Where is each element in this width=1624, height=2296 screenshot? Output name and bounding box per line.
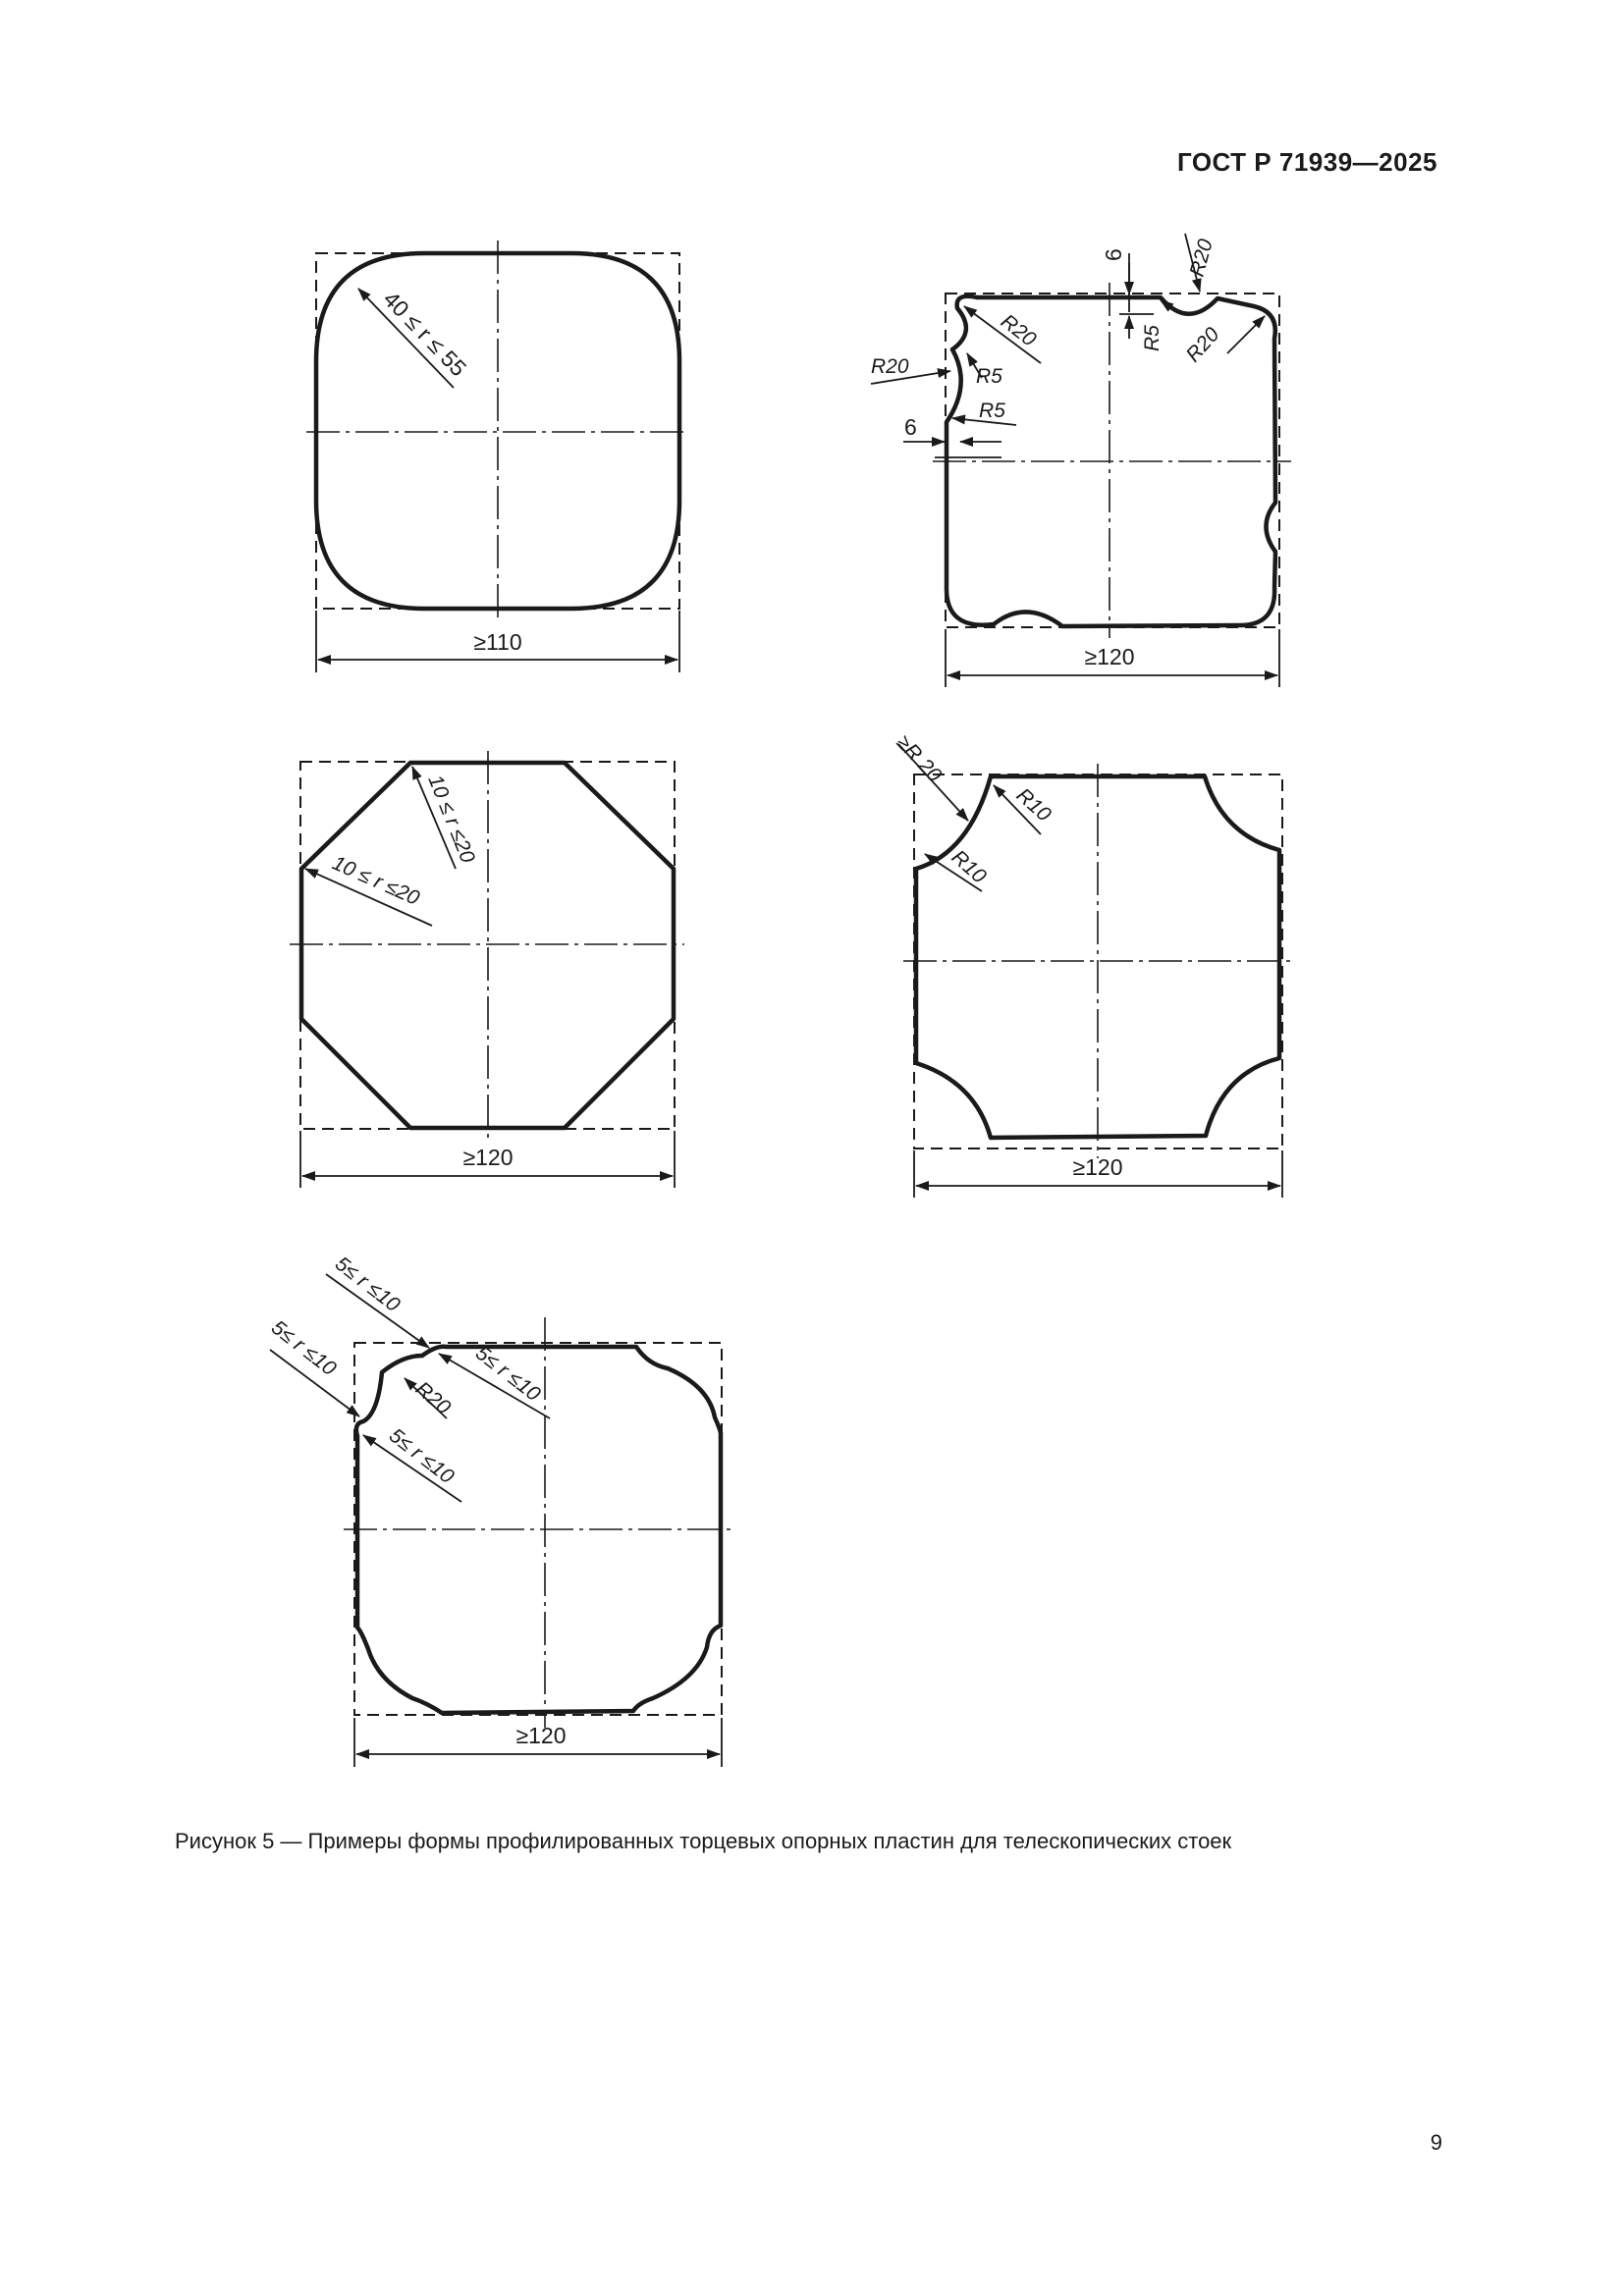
label-r20-left: R20 [871,355,909,378]
label-r20-min: ≥R 20 [892,730,947,787]
plate-compound-corners [267,1253,731,1767]
label-r-c: 5≤ r ≤10 [470,1341,545,1407]
label-r-a: 5≤ r ≤10 [330,1252,405,1317]
width-dimension: ≥110 [473,629,522,655]
label-r20-right: R20 [1181,323,1224,367]
leader-r20-right [1227,316,1265,353]
plate-octagon [290,751,684,1188]
label-r10-b: R10 [947,845,991,888]
radius-label: 40 ≤ r ≤ 55 [378,286,472,382]
page-number: 9 [1430,2130,1442,2155]
bounding-box [946,294,1279,627]
width-dimension: ≥120 [462,1145,514,1170]
width-dimension: ≥120 [1084,644,1135,669]
plate-rounded-square [306,240,689,672]
label-6-top: 6 [1101,248,1126,261]
figure-caption: Рисунок 5 — Примеры формы профилированных торцевых опорных пластин для телескопических стоек [175,1829,1232,1853]
label-r20-inner: R20 [996,309,1041,351]
label-r-b: 5≤ r ≤10 [266,1315,341,1381]
label-r-top: 10 ≤ r ≤20 [423,772,480,867]
label-r5-b: R5 [979,400,1005,422]
label-r-d: 5≤ r ≤10 [384,1423,459,1489]
label-r5-a: R5 [976,365,1002,388]
label-r10-a: R10 [1011,783,1056,827]
label-r5-right: R5 [1141,325,1164,351]
label-r-left: 10 ≤ r ≤20 [328,851,423,910]
width-dimension: ≥120 [1072,1154,1123,1180]
plate-concave-corners [892,731,1294,1198]
label-r20: R20 [410,1377,456,1419]
standard-number: ГОСТ Р 71939—2025 [1176,147,1437,177]
label-6-left: 6 [904,414,917,440]
label-r20-top: R20 [1185,237,1218,280]
plate-notched-r20 [871,234,1291,687]
width-dimension: ≥120 [515,1723,567,1748]
